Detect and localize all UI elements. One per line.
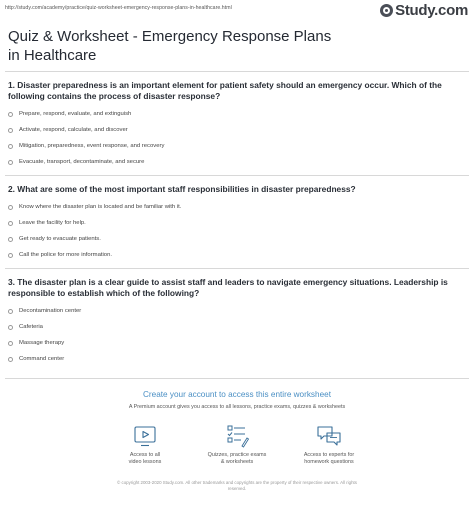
option-label: Leave the facility for help. <box>19 220 86 226</box>
question-3-option-4[interactable] <box>8 356 64 362</box>
question-divider <box>5 175 469 176</box>
radio-button[interactable] <box>8 205 13 210</box>
question-divider <box>5 268 469 269</box>
option-label: Mitigation, preparedness, event response, and recovery <box>19 143 165 149</box>
question-3-option-1[interactable] <box>8 308 81 314</box>
question-2-option-4[interactable] <box>8 252 112 258</box>
title-divider <box>5 71 469 72</box>
page-url: http://study.com/academy/practice/quiz-worksheet-emergency-response-plans-in-healthcare.html <box>5 5 232 11</box>
create-account-link[interactable]: Create your account to access this entire worksheet <box>143 390 331 399</box>
option-label: Call the police for more information. <box>19 252 112 258</box>
question-2-option-2[interactable] <box>8 220 86 226</box>
question-1-option-3[interactable] <box>8 143 164 149</box>
feature-video-lessons <box>100 424 190 466</box>
footer-divider <box>5 378 469 379</box>
option-label: Massage therapy <box>19 340 65 346</box>
feature-label: Access to experts for homework questions <box>303 452 355 465</box>
question-2-text: 2. What are some of the most important staff responsibilities in disaster preparedness? <box>8 184 356 194</box>
feature-quizzes <box>192 424 282 466</box>
radio-button[interactable] <box>8 253 13 258</box>
option-label: Prepare, respond, evaluate, and extinguish <box>19 111 132 117</box>
radio-button[interactable] <box>8 357 13 362</box>
option-label: Evacuate, transport, decontaminate, and secure <box>19 159 145 165</box>
option-label: Cafeteria <box>19 324 43 330</box>
quizzes-worksheets-icon <box>224 424 250 448</box>
question-1-option-1[interactable] <box>8 111 131 117</box>
study-logo[interactable] <box>380 2 468 19</box>
question-2-option-3[interactable] <box>8 236 101 242</box>
option-label: Activate, respond, calculate, and discover <box>19 127 128 133</box>
feature-experts <box>284 424 374 466</box>
radio-button[interactable] <box>8 221 13 226</box>
option-label: Command center <box>19 356 65 362</box>
copyright-notice: © copyright 2003-2020 Study.com. All other trademarks and copyrights are the property of their respective owners. All rights reserved. <box>117 480 357 491</box>
radio-button[interactable] <box>8 160 13 165</box>
question-1-option-4[interactable] <box>8 159 144 165</box>
radio-button[interactable] <box>8 325 13 330</box>
radio-button[interactable] <box>8 144 13 149</box>
premium-description: A Premium account gives you access to all lessons, practice exams, quizzes & worksheets <box>128 404 346 410</box>
question-1-option-2[interactable] <box>8 127 128 133</box>
feature-label: Access to all video lessons <box>128 452 162 465</box>
video-lessons-icon <box>132 424 158 448</box>
option-label: Decontamination center <box>19 308 82 314</box>
radio-button[interactable] <box>8 112 13 117</box>
radio-button[interactable] <box>8 309 13 314</box>
question-2-option-1[interactable] <box>8 204 181 210</box>
experts-icon <box>315 424 343 448</box>
page-header <box>0 0 474 18</box>
page-title: Quiz & Worksheet - Emergency Response Plans in Healthcare <box>8 28 332 64</box>
question-3-text: 3. The disaster plan is a clear guide to assist staff and leaders to navigate emergency situations. Leadership is responsible to establish which of the following? <box>8 277 448 298</box>
question-3-option-3[interactable] <box>8 340 64 346</box>
feature-label: Quizzes, practice exams & worksheets <box>207 452 267 465</box>
radio-button[interactable] <box>8 237 13 242</box>
study-logo-text: Study.com <box>395 2 468 19</box>
study-logo-icon <box>380 4 393 17</box>
option-label: Know where the disaster plan is located and be familiar with it. <box>19 204 182 210</box>
question-1-text: 1. Disaster preparedness is an important element for patient safety should an emergency occur. Which of the following contains the process of disaster response? <box>8 80 442 101</box>
question-3-option-2[interactable] <box>8 324 43 330</box>
radio-button[interactable] <box>8 341 13 346</box>
radio-button[interactable] <box>8 128 13 133</box>
option-label: Get ready to evacuate patients. <box>19 236 101 242</box>
